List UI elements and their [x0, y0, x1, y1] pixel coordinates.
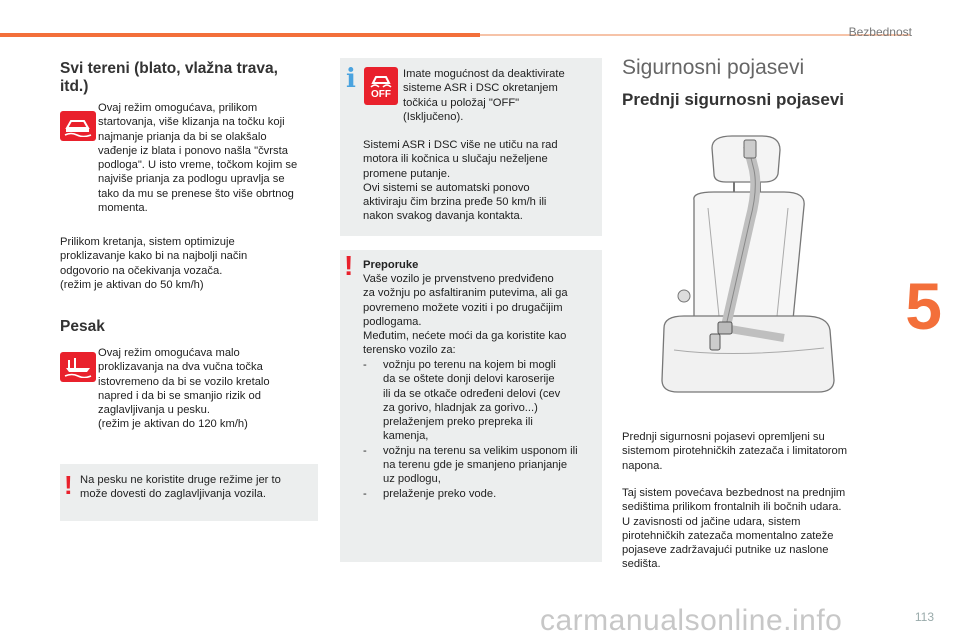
front-seatbelts-subtitle: Prednji sigurnosni pojasevi: [622, 90, 844, 109]
list-item: - prelaženje preko vode.: [363, 487, 497, 500]
recommendation-list: [363, 358, 599, 501]
all-terrain-description: Ovaj režim omogućava, prilikom startovanja, više klizanja na točku koji najmanje prianja da bi se olakšalo vađenje iz blata i ponovo našla "čvrsta podloga". U isto vreme, točkom kojim se najviše prianja za podlogu upravlja se tako da mu se prenese što više obrtnog momenta.: [98, 102, 298, 215]
exclamation-icon: !: [64, 470, 73, 500]
seat-belt-illustration: [634, 130, 860, 412]
car-sand-icon: [60, 352, 96, 382]
all-terrain-title: Svi tereni (blato, vlažna trava, itd.): [60, 60, 278, 95]
header-accent-line: [480, 34, 910, 36]
off-info-box: [340, 58, 602, 236]
esc-off-icon: [364, 67, 398, 105]
sand-warning-box: [60, 464, 318, 521]
recommendation-box: [340, 250, 602, 562]
sand-description: Ovaj režim omogućava malo proklizavanja na dva vučna točka istovremeno da bi se vozilo kretalo napred i da bi se smanjio rizik od zaglavljivanja u pesku. (režim je aktivan do 120 km/h): [98, 347, 270, 431]
sand-title: Pesak: [60, 318, 105, 335]
all-terrain-note: Prilikom kretanja, sistem optimizuje proklizavanje kako bi na najbolji način odgovorio na očekivanja vozača. (režim je aktivan do 50 km/h): [60, 236, 248, 291]
off-label: OFF: [371, 88, 391, 100]
asr-dsc-text: Sistemi ASR i DSC više ne utiču na rad motora ili kočnica u slučaju neželjene promene putanje. Ovi sistemi se automatski ponovo aktiviraju čim brzina pređe 50 km/h ili nakon svakog davanja kontakta.: [363, 139, 558, 223]
exclamation-icon: !: [344, 250, 354, 281]
info-icon: i: [346, 64, 356, 94]
recommendation-title: Preporuke: [363, 259, 419, 271]
list-item: - vožnju na terenu sa velikim usponom ili na terenu gde je smanjeno prianjanje uz podlogu,: [363, 444, 578, 486]
recommendation-text: Vaše vozilo je prvenstveno predviđeno za vožnju po asfaltiranim putevima, ali ga povremeno možete voziti i po drugačijim podlogama. Međutim, nećete moći da ga koristite kao terensko vozilo za:: [363, 273, 568, 357]
list-item: - vožnju po terenu na kojem bi mogli da se oštete donji delovi karoserije ili da se otkače određeni delovi (cev za gorivo, hladnjak za gorivo...) prelaženjem preko prepreka ili kamenja,: [363, 359, 561, 443]
section-title: Bezbednost: [848, 25, 912, 39]
sand-warning-text: Na pesku ne koristite druge režime jer to može dovesti do zaglavljivanja vozila.: [80, 474, 281, 501]
off-info-text: Imate mogućnost da deaktivirate sisteme ASR i DSC okretanjem točkića u položaj "OFF" (Isključeno).: [403, 68, 565, 123]
car-mud-icon: [60, 111, 96, 141]
watermark: carmanualsonline.info: [540, 604, 843, 637]
page-number: 113: [914, 610, 934, 624]
seatbelts-paragraph-2: Taj sistem povećava bezbednost na prednjim sedištima prilikom frontalnih ili bočnih udara. U zavisnosti od jačine udara, sistem pirotehničkih zatezača momentalno zateže pojaseve zadržavajući putnike uz naslone sedišta.: [622, 487, 846, 571]
seatbelts-title: Sigurnosni pojasevi: [622, 56, 805, 79]
seatbelts-paragraph-1: Prednji sigurnosni pojasevi opremljeni su sistemom pirotehničkih zatezača i limitatorom napona.: [622, 431, 848, 472]
chapter-number: 5: [905, 269, 942, 343]
header-accent-bar: [0, 33, 480, 37]
